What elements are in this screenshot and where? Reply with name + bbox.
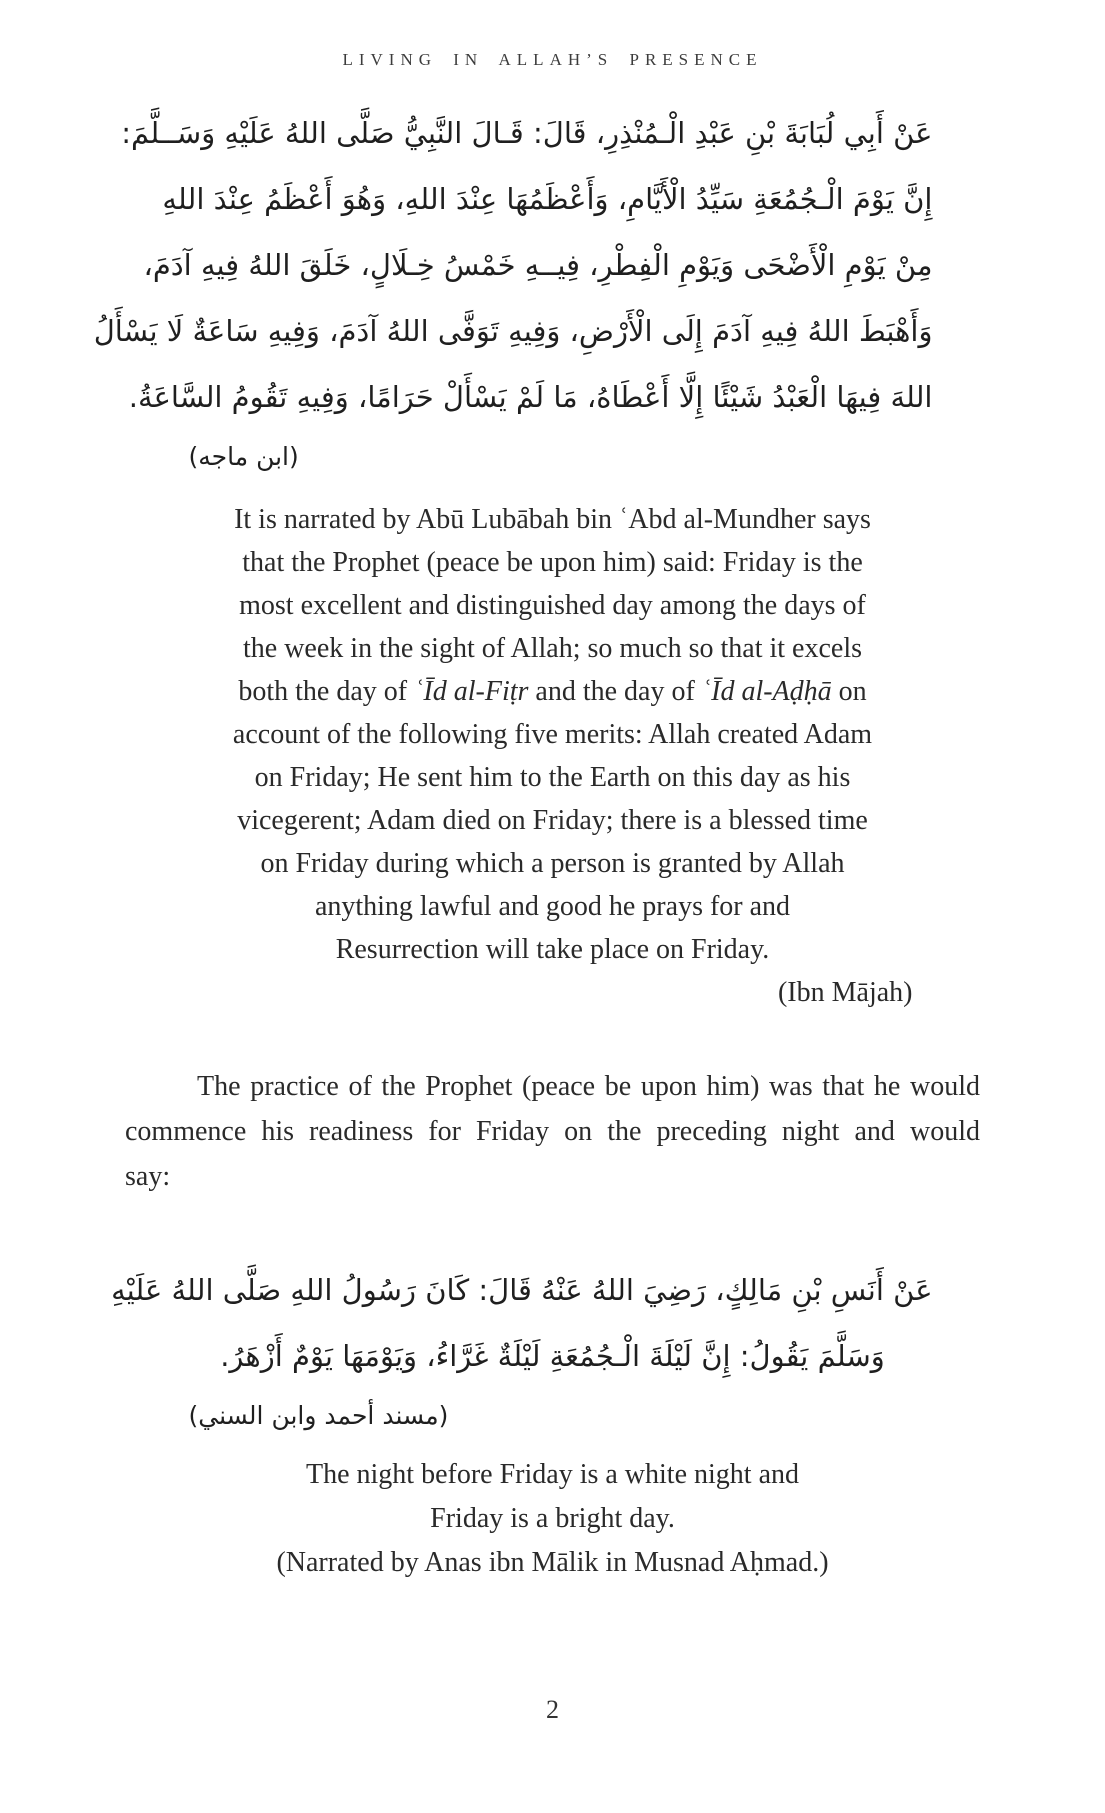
translation-line: vicegerent; Adam died on Friday; there is a blessed time <box>237 805 868 836</box>
translation-1 <box>193 498 913 1014</box>
translation-line: on Friday; He sent him to the Earth on this day as his <box>254 762 851 793</box>
translation-line: that the Prophet (peace be upon him) said: Friday is the <box>242 547 863 578</box>
arabic-attribution-1: (ابن ماجه) <box>188 442 299 471</box>
text-segment: and the day of <box>528 676 702 707</box>
text-segment: both the day of <box>238 676 415 707</box>
translation-attribution-2: (Narrated by Anas ibn Mālik in Musnad Aḥmad.) <box>276 1547 829 1578</box>
italic-term: ʿĪd al-Fiṭr <box>414 676 529 707</box>
translation-line: the week in the sight of Allah; so much so that it excels <box>243 633 862 664</box>
arabic-line: عَنْ أَبِي لُبَابَةَ بْنِ عَبْدِ الْـمُنْذِرِ، قَالَ: قَـالَ النَّبِيُّ صَلَّى اللهُ عَلَيْهِ وَسَــلَّمَ: <box>121 116 933 150</box>
translation-line: It is narrated by Abū Lubābah bin ʿAbd al-Mundher says <box>234 504 871 535</box>
text-segment: on <box>831 676 867 707</box>
translation-2 <box>193 1453 913 1585</box>
translation-line: on Friday during which a person is granted by Allah <box>260 848 845 879</box>
body-paragraph <box>125 1064 980 1199</box>
arabic-line: وَسَلَّمَ يَقُولُ: إِنَّ لَيْلَةَ الْـجُمُعَةِ لَيْلَةٌ غَرَّاءُ، وَيَوْمَهَا يَوْمٌ أَزْهَرُ. <box>220 1339 885 1373</box>
translation-line: account of the following five merits: Allah created Adam <box>232 719 873 750</box>
arabic-line: اللهَ فِيهَا الْعَبْدُ شَيْئًا إِلَّا أَعْطَاهُ، مَا لَمْ يَسْأَلْ حَرَامًا، وَفِيهِ تَقُومُ السَّاعَةُ. <box>128 380 933 414</box>
translation-line: Resurrection will take place on Friday. <box>335 934 770 965</box>
translation-line: most excellent and distinguished day among the days of <box>239 590 866 621</box>
page-number: 2 <box>546 1695 559 1724</box>
translation-line: anything lawful and good he prays for and <box>314 891 791 922</box>
arabic-line: مِنْ يَوْمِ الْأَضْحَى وَيَوْمِ الْفِطْرِ، فِيــهِ خَمْسُ خِـلَالٍ، خَلَقَ اللهُ فِيهِ آدَمَ، <box>143 248 933 282</box>
arabic-line: عَنْ أَنَسِ بْنِ مَالِكٍ، رَضِيَ اللهُ عَنْهُ قَالَ: كَانَ رَسُولُ اللهِ صَلَّى اللهُ عَلَيْهِ <box>111 1273 933 1307</box>
arabic-hadith-1 <box>93 100 933 480</box>
arabic-line: وَأَهْبَطَ اللهُ فِيهِ آدَمَ إِلَى الْأَرْضِ، وَفِيهِ تَوَفَّى اللهُ آدَمَ، وَفِيهِ سَاعَةٌ لَا يَسْأَلُ <box>93 314 933 348</box>
running-header: LIVING IN ALLAH’S PRESENCE <box>342 50 763 69</box>
paragraph-line: The practice of the Prophet (peace be upon him) was that he would <box>197 1071 980 1102</box>
italic-term: ʿĪd al-Aḍḥā <box>701 676 832 707</box>
arabic-attribution-2: (مسند أحمد وابن السني) <box>188 1401 449 1430</box>
arabic-line: إِنَّ يَوْمَ الْـجُمُعَةِ سَيِّدُ الْأَيَّامِ، وَأَعْظَمُهَا عِنْدَ اللهِ، وَهُوَ أَعْظَمُ عِنْدَ اللهِ <box>162 182 933 216</box>
translation-attribution-1: (Ibn Mājah) <box>777 977 913 1008</box>
translation-line: Friday is a bright day. <box>430 1503 675 1534</box>
paragraph-line: commence his readiness for Friday on the preceding night and would <box>125 1116 980 1147</box>
arabic-hadith-2 <box>111 1257 933 1439</box>
paragraph-line: say: <box>125 1161 171 1192</box>
translation-line-with-italics <box>193 670 913 713</box>
translation-line: The night before Friday is a white night and <box>306 1459 799 1490</box>
